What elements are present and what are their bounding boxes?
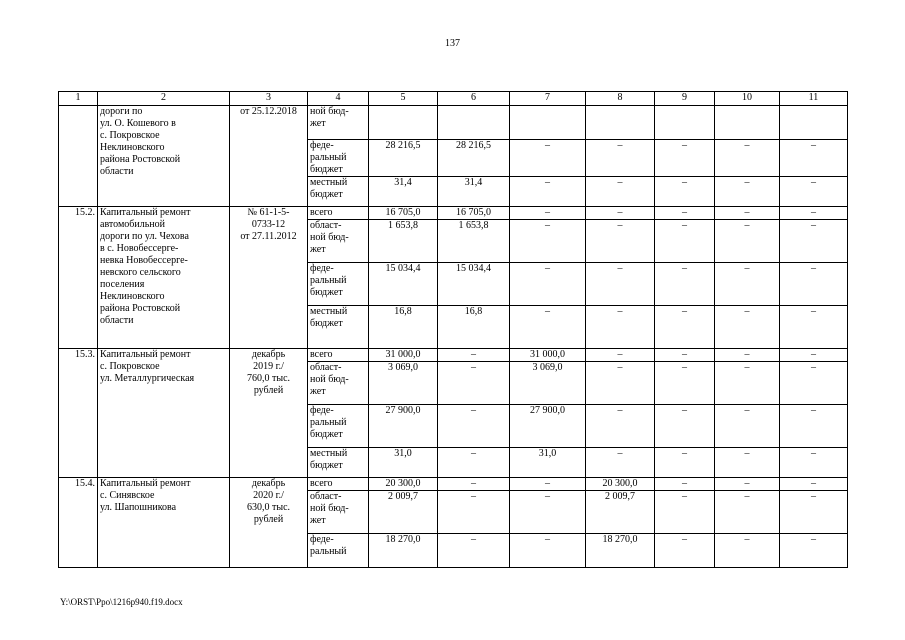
table-row — [59, 349, 848, 362]
column-header: 2 — [98, 92, 230, 106]
value-cell: 27 900,0 — [369, 405, 438, 448]
value-cell: 16,8 — [438, 306, 510, 349]
item-number — [59, 106, 98, 207]
column-header: 5 — [369, 92, 438, 106]
item-description: Капитальный ремонт автомобильной дороги по ул. Чехова в с. Новобессерге- невка Новобессерге- невского сельского поселения Неклиновского района Ростовской области — [98, 207, 230, 349]
value-cell: – — [715, 534, 780, 568]
value-cell: – — [715, 306, 780, 349]
value-cell: – — [586, 220, 655, 263]
column-header: 7 — [510, 92, 586, 106]
value-cell: 16 705,0 — [438, 207, 510, 220]
value-cell: 2 009,7 — [586, 491, 655, 534]
value-cell: 20 300,0 — [369, 478, 438, 491]
value-cell: – — [715, 491, 780, 534]
value-cell: 18 270,0 — [586, 534, 655, 568]
header-row — [59, 92, 848, 106]
value-cell — [586, 106, 655, 140]
value-cell: – — [780, 177, 848, 207]
table-row — [59, 106, 848, 140]
value-cell: – — [655, 534, 715, 568]
item-number: 15.4. — [59, 478, 98, 568]
value-cell: – — [510, 220, 586, 263]
page-number: 137 — [445, 38, 460, 49]
budget-type: област- ной бюд- жет — [308, 362, 369, 405]
budget-type: всего — [308, 478, 369, 491]
value-cell: 15 034,4 — [369, 263, 438, 306]
value-cell — [438, 106, 510, 140]
item-number: 15.2. — [59, 207, 98, 349]
value-cell: – — [655, 263, 715, 306]
item-description: дороги по ул. О. Кошевого в с. Покровское Неклиновского района Ростовской области — [98, 106, 230, 207]
item-document: декабрь 2019 г./ 760,0 тыс. рублей — [230, 349, 308, 478]
budget-type: феде- ральный бюджет — [308, 140, 369, 177]
value-cell: – — [655, 405, 715, 448]
table-row — [59, 478, 848, 491]
value-cell: – — [715, 177, 780, 207]
value-cell: – — [510, 534, 586, 568]
value-cell — [510, 106, 586, 140]
value-cell: – — [586, 207, 655, 220]
value-cell: – — [586, 349, 655, 362]
value-cell: – — [438, 534, 510, 568]
value-cell: – — [655, 349, 715, 362]
value-cell: – — [438, 362, 510, 405]
budget-type: всего — [308, 207, 369, 220]
value-cell: 1 653,8 — [369, 220, 438, 263]
value-cell: 31,0 — [369, 448, 438, 478]
value-cell: – — [715, 140, 780, 177]
value-cell: 3 069,0 — [510, 362, 586, 405]
table-row — [59, 207, 848, 220]
value-cell: – — [780, 220, 848, 263]
value-cell: – — [780, 362, 848, 405]
value-cell: 18 270,0 — [369, 534, 438, 568]
value-cell: – — [510, 306, 586, 349]
value-cell: 31 000,0 — [510, 349, 586, 362]
value-cell: – — [586, 306, 655, 349]
value-cell: 3 069,0 — [369, 362, 438, 405]
value-cell: – — [780, 349, 848, 362]
column-header: 8 — [586, 92, 655, 106]
value-cell: 28 216,5 — [369, 140, 438, 177]
value-cell: – — [438, 349, 510, 362]
budget-type: всего — [308, 349, 369, 362]
item-document: от 25.12.2018 — [230, 106, 308, 207]
budget-type: област- ной бюд- жет — [308, 220, 369, 263]
table-body — [59, 92, 848, 568]
value-cell: 27 900,0 — [510, 405, 586, 448]
value-cell: 16 705,0 — [369, 207, 438, 220]
item-document: № 61-1-5- 0733-12 от 27.11.2012 — [230, 207, 308, 349]
value-cell: 28 216,5 — [438, 140, 510, 177]
value-cell — [780, 106, 848, 140]
budget-type: феде- ральный — [308, 534, 369, 568]
column-header: 9 — [655, 92, 715, 106]
value-cell: 16,8 — [369, 306, 438, 349]
value-cell: – — [586, 405, 655, 448]
budget-table — [58, 91, 848, 568]
value-cell: – — [510, 491, 586, 534]
value-cell: – — [438, 478, 510, 491]
value-cell: – — [510, 177, 586, 207]
column-header: 3 — [230, 92, 308, 106]
value-cell — [369, 106, 438, 140]
item-number: 15.3. — [59, 349, 98, 478]
value-cell: – — [780, 448, 848, 478]
value-cell: – — [438, 491, 510, 534]
value-cell: – — [655, 491, 715, 534]
budget-type: област- ной бюд- жет — [308, 491, 369, 534]
value-cell: – — [655, 478, 715, 491]
value-cell: 31,4 — [438, 177, 510, 207]
value-cell: – — [715, 478, 780, 491]
value-cell: 31 000,0 — [369, 349, 438, 362]
value-cell: 31,4 — [369, 177, 438, 207]
value-cell: – — [780, 140, 848, 177]
value-cell: – — [586, 177, 655, 207]
budget-type: местный бюджет — [308, 448, 369, 478]
column-header: 6 — [438, 92, 510, 106]
value-cell: – — [715, 207, 780, 220]
value-cell: 2 009,7 — [369, 491, 438, 534]
column-header: 1 — [59, 92, 98, 106]
value-cell: – — [715, 362, 780, 405]
value-cell: – — [655, 140, 715, 177]
value-cell: – — [655, 362, 715, 405]
value-cell: – — [655, 207, 715, 220]
value-cell: – — [655, 306, 715, 349]
budget-type: феде- ральный бюджет — [308, 263, 369, 306]
value-cell: – — [780, 263, 848, 306]
value-cell: – — [438, 405, 510, 448]
value-cell: – — [510, 478, 586, 491]
column-header: 11 — [780, 92, 848, 106]
value-cell: – — [438, 448, 510, 478]
value-cell: – — [780, 405, 848, 448]
value-cell: – — [715, 349, 780, 362]
value-cell: – — [780, 207, 848, 220]
item-description: Капитальный ремонт с. Покровское ул. Металлургическая — [98, 349, 230, 478]
value-cell: – — [780, 491, 848, 534]
value-cell: – — [780, 534, 848, 568]
value-cell: – — [655, 220, 715, 263]
value-cell: 31,0 — [510, 448, 586, 478]
budget-type: местный бюджет — [308, 306, 369, 349]
item-description: Капитальный ремонт с. Синявское ул. Шапошникова — [98, 478, 230, 568]
value-cell — [715, 106, 780, 140]
value-cell: – — [586, 362, 655, 405]
value-cell: 15 034,4 — [438, 263, 510, 306]
value-cell: – — [586, 140, 655, 177]
value-cell: – — [715, 263, 780, 306]
value-cell: – — [715, 220, 780, 263]
column-header: 4 — [308, 92, 369, 106]
value-cell: – — [510, 207, 586, 220]
value-cell: – — [655, 177, 715, 207]
value-cell: – — [780, 478, 848, 491]
value-cell: – — [510, 140, 586, 177]
file-path: Y:\ORST\Ppo\1216p940.f19.docx — [60, 597, 183, 607]
value-cell: – — [586, 263, 655, 306]
item-document: декабрь 2020 г./ 630,0 тыс. рублей — [230, 478, 308, 568]
budget-type: местный бюджет — [308, 177, 369, 207]
value-cell: – — [780, 306, 848, 349]
value-cell: – — [510, 263, 586, 306]
value-cell: – — [655, 448, 715, 478]
value-cell: – — [586, 448, 655, 478]
value-cell: 20 300,0 — [586, 478, 655, 491]
value-cell: – — [715, 405, 780, 448]
budget-type: ной бюд- жет — [308, 106, 369, 140]
budget-type: феде- ральный бюджет — [308, 405, 369, 448]
column-header: 10 — [715, 92, 780, 106]
value-cell: 1 653,8 — [438, 220, 510, 263]
value-cell: – — [715, 448, 780, 478]
value-cell — [655, 106, 715, 140]
